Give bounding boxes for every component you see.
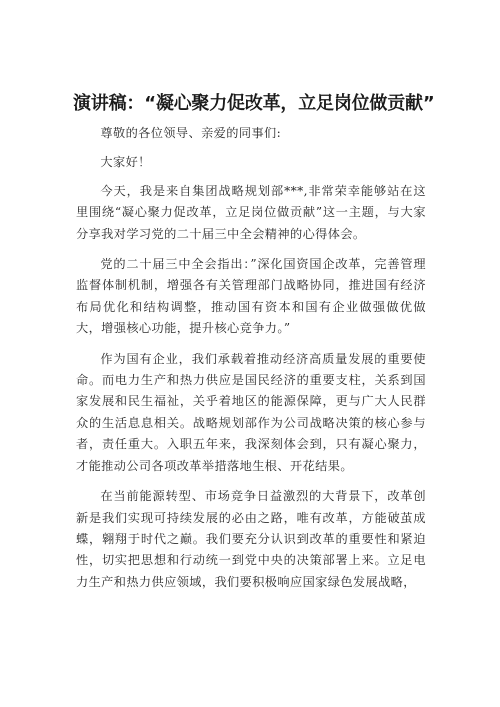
document-body xyxy=(76,123,426,602)
salutation-paragraph: 尊敬的各位领导、亲爱的同事们: xyxy=(100,126,282,140)
body-paragraph-3: 作为国有企业，我们承载着推动经济高质量发展的重要使命。而电力生产和热力供应是国民经济的重要支柱，关系到国家发展和民生福祉，关乎着地区的能源保障，更与广大人民群众的生活息息相关。战略规划部作为公司战略决策的核心参与者，责任重大。入职五年来，我深刻体会到，只有凝心聚力，才能推动公司各项改革举措落地生根、开花结果。 xyxy=(76,351,426,473)
body-paragraph-4: 在当前能源转型、市场竞争日益激烈的大背景下，改革创新是我们实现可持续发展的必由之路，唯有改革，方能破茧成蝶，翱翔于时代之巅。我们要充分认识到改革的重要性和紧迫性，切实把思想和行动统一到党中央的决策部署上来。立足电力生产和热力供应领域，我们要积极响应国家绿色发展战略， xyxy=(76,489,426,589)
document-title: 演讲稿：“凝心聚力促改革，立足岗位做贡献” xyxy=(73,93,435,114)
body-paragraph-1: 今天，我是来自集团战略规划部***,非常荣幸能够站在这里围绕“凝心聚力促改革，立足岗位做贡献”这一主题，与大家分享我对学习党的二十届三中全会精神的心得体会。 xyxy=(76,183,426,241)
greeting-paragraph: 大家好！ xyxy=(100,155,151,170)
body-paragraph-2: 党的二十届三中全会指出：”深化国资国企改革，完善管理监督体制机制，增强各有关管理部门战略协同，推进国有经济布局优化和结构调整，推动国有资本和国有企业做强做优做大，增强核心功能，提升核心竞争力。” xyxy=(76,257,426,336)
